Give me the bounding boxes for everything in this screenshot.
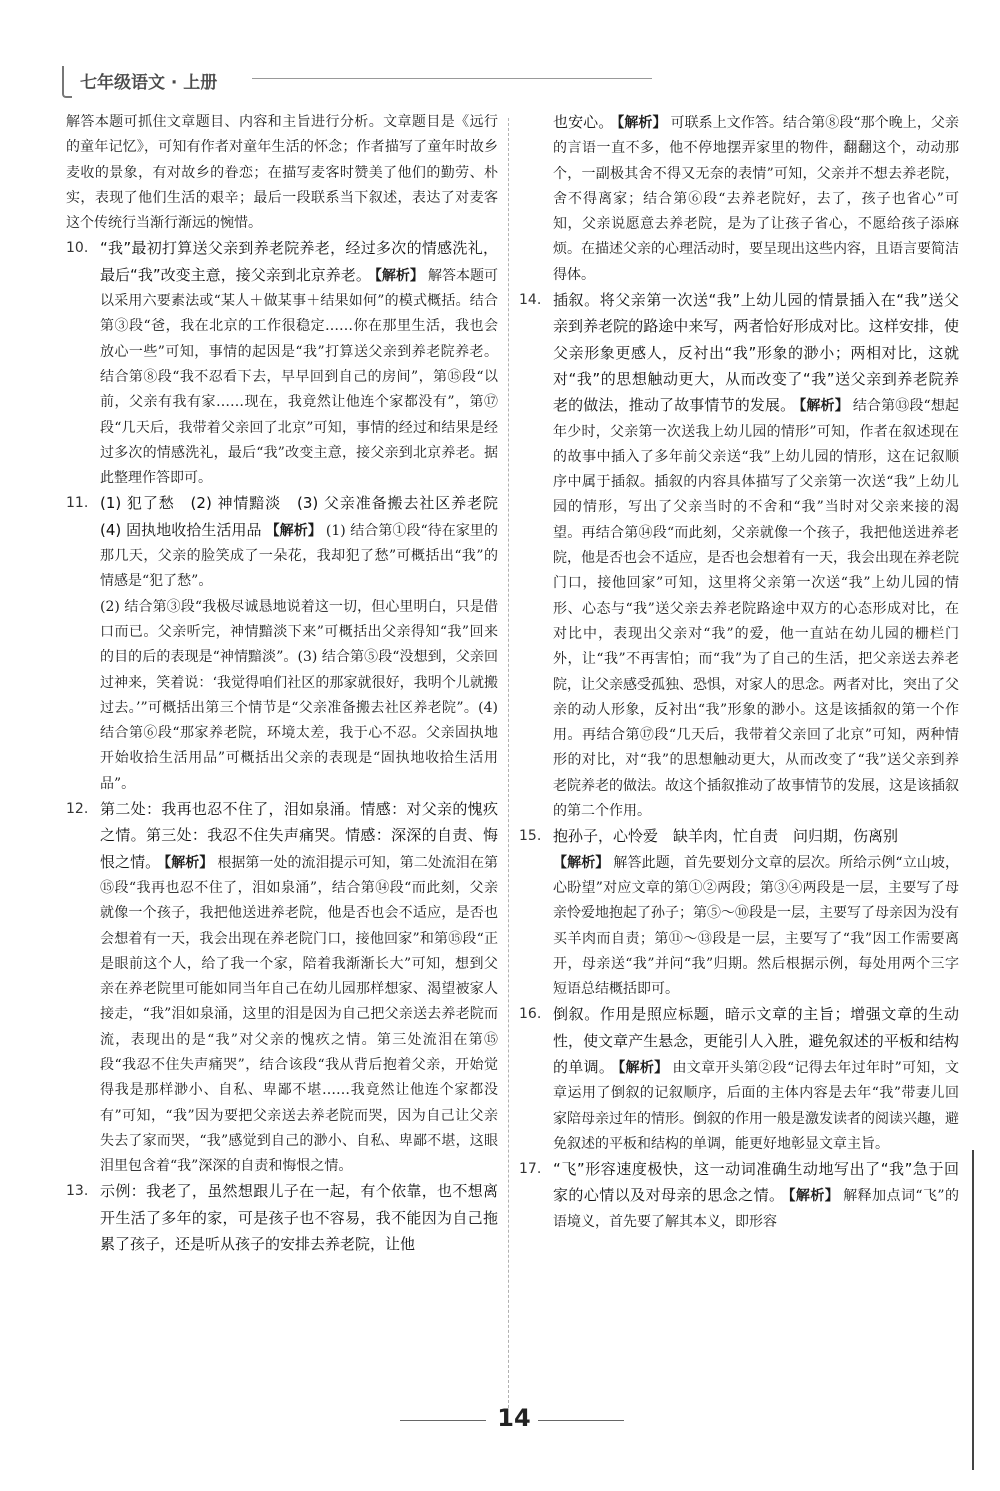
header-title: 七年级语文 · 上册	[80, 73, 218, 93]
answer-text: 第二处：我再也忍不住了，泪如泉涌。情感：对父亲的愧疚之情。第三处：我忍不住失声痛哭。情感：深深的自责、悔恨之情。	[100, 800, 498, 871]
answer-number: 11.	[66, 495, 89, 512]
analysis-text: 由文章开头第②段“记得去年过年时”可知，文章运用了倒叙的记叙顺序，后面的主体内容是去年“我”带妻儿回家陪母亲过年的情形。倒叙的作用一般是激发读者的阅读兴趣，避免叙述的平板和结构的单调，能更好地彰显文章主旨。	[553, 1059, 959, 1152]
header-bracket	[62, 66, 72, 98]
answer-text: “飞”形容速度极快，这一动词准确生动地写出了“我”急于回家的心情以及对母亲的思念之情。	[553, 1160, 959, 1205]
footer-rule-right	[538, 1420, 624, 1421]
answer-16	[519, 1002, 959, 1157]
answer-13	[66, 1179, 498, 1258]
analysis-text: 解答本题可以采用六要素法或“某人＋做某事＋结果如何”的模式概括。结合第③段“爸，我在北京的工作很稳定……你在那里生活，我也会放心一些”可知，事情的起因是“我”打算送父亲到养老院养老。结合第⑧段“我不忍看下去，早早回到自己的房间”，第⑮段“以前，父亲有我有家……现在，我竟然让他连个家都没有”，第⑰段“几天后，我带着父亲回了北京”可知，事情的经过和结果是经过多次的情感洗礼，最后“我”改变主意，接父亲到北京养老。据此整理作答即可。	[100, 267, 499, 487]
page-footer	[0, 1400, 1000, 1440]
answer-text: 示例：我老了，虽然想跟儿子在一起，有个依靠，也不想离开生活了多年的家，可是孩子也不容易，我不能因为自己拖累了孩子，还是听从孩子的安排去养老院，让他	[100, 1182, 498, 1254]
analysis-tag: 【解析】	[617, 115, 667, 131]
page-number: 14	[497, 1404, 531, 1432]
answer-text: 抱孙子，心怜爱 缺羊肉，忙自责 问归期，伤离别	[553, 827, 899, 846]
analysis-tag: 【解析】	[553, 854, 610, 871]
answer-number: 13.	[66, 1183, 89, 1200]
analysis-text: 根据第一处的流泪提示可知，第二处流泪在第⑮段“我再也忍不住了，泪如泉涌”，结合第⑭段“而此刻，父亲就像一个孩子，我把他送进养老院，他是否也会不适应，是否也会想着有一天，我会出现在养老院门口，接他回家”和第⑮段“正是眼前这个人，给了我一个家，陪着我渐渐长大”可知，想到父亲在养老院里可能如同当年自己在幼儿园那样想家、渴望被家人接走，“我”泪如泉涌，这里的泪是因为自己把父亲送去养老院而流，表现出的是“我”对父亲的愧疚之情。第三处流泪在第⑮段“我忍不住失声痛哭”，结合该段“我从背后抱着父亲，开始觉得我是那样渺小、自私、卑鄙不堪……我竟然让他连个家都没有”可知，“我”因为要把父亲送去养老院而哭，因为自己让父亲失去了家而哭，“我”感觉到自己的渺小、自私、卑鄙不堪，这眼泪里包含着“我”深深的自责和悔恨之情。	[100, 854, 499, 1175]
column-divider	[508, 118, 509, 1408]
left-column	[66, 110, 514, 1258]
q9-analysis-continued: 解答本题可抓住文章题目、内容和主旨进行分析。文章题目是《远行的童年记忆》，可知有作者对童年生活的怀念；作者描写了童年时故乡麦收的景象，有对故乡的眷恋；在描写麦客时赞美了他们的勤劳、朴实，表现了他们生活的艰辛；最后一段联系当下叙述，表达了对麦客这个传统行当渐行渐远的惋惜。	[66, 114, 498, 232]
answer-number: 12.	[66, 801, 89, 818]
analysis-text: 可联系上文作答。结合第⑧段“那个晚上，父亲的言语一直不多，他不停地摆弄家里的物件，翻翻这个，动动那个，一副极其舍不得又无奈的表情”可知，父亲并不想去养老院，舍不得离家；结合第⑥段“去养老院好，去了，孩子也省心”可知，父亲说愿意去养老院，是为了让孩子省心，不愿给孩子添麻烦。在描述父亲的心理活动时，要呈现出这些内容，且语言要简洁得体。	[553, 115, 959, 283]
answer-number: 17.	[519, 1161, 542, 1178]
analysis-tag: 【解析】	[799, 398, 849, 415]
answer-text: 插叙。将父亲第一次送“我”上幼儿园的情景插入在“我”送父亲到养老院的路途中来写，两者恰好形成对比。这样安排，使父亲形象更感人，反衬出“我”形象的渺小；两相对比，这就对“我”的思想触动更大，从而改变了“我”送父亲到养老院养老的做法，推动了故事情节的发展。	[553, 291, 959, 415]
analysis-tag: 【解析】	[618, 1059, 669, 1076]
footer-rule-left	[400, 1420, 486, 1421]
analysis-text: 解释加点词“飞”的语境义，首先要了解其本义，即形容	[553, 1188, 959, 1230]
answer-13-continued	[519, 110, 959, 288]
answer-number: 14.	[519, 292, 542, 309]
answer-number: 10.	[66, 240, 89, 257]
header-rule	[252, 78, 652, 79]
analysis-text: 解答此题，首先要划分文章的层次。所给示例“立山坡，心盼望”对应文章的第①②两段；第③④两段是一层，主要写了母亲怜爱地抱起了孙子；第⑤～⑩段是一层，主要写了母亲因为没有买羊肉而自责；第⑪～⑬段是一层，主要写了“我”因工作需要离开，母亲送“我”并问“我”归期。然后根据示例，每处用两个三字短语总结概括即可。	[553, 854, 959, 998]
answer-text: 倒叙。作用是照应标题，暗示文章的主旨；增强文章的生动性，使文章产生悬念，更能引人入胜，避免叙述的平板和结构的单调。	[553, 1005, 959, 1076]
analysis-tag: 【解析】	[265, 522, 322, 539]
analysis-tag: 【解析】	[164, 854, 214, 871]
answer-15	[519, 824, 959, 1002]
analysis-tag: 【解析】	[788, 1188, 840, 1205]
answer-10	[66, 236, 498, 491]
answer-number: 16.	[519, 1006, 542, 1023]
answer-14	[519, 288, 959, 824]
analysis-text: (1) 结合第①段“待在家里的那几天，父亲的脸笑成了一朵花，我却犯了愁”可概括出“我”的情感是“犯了愁”。	[100, 522, 498, 590]
answer-17	[519, 1157, 959, 1235]
answer-12	[66, 797, 498, 1179]
analysis-tag: 【解析】	[374, 267, 424, 284]
page-edge-line	[972, 1150, 974, 1470]
answer-text: 也安心。	[553, 113, 614, 131]
analysis-text-continued: (2) 结合第③段“我极尽诚恳地说着这一切，但心里明白，只是借口而已。父亲听完，神情黯淡下来”可概括出父亲得知“我”回来的目的后的表现是“神情黯淡”。(3) 结合第⑤段“没想到，父亲回过神来，笑着说：‘我觉得咱们社区的那家就很好，我明个儿就搬过去。’”可概括出第三个情节是“父亲准备搬去社区养老院”。(4) 结合第⑥段“那家养老院，环境太差，我于心不忍。父亲固执地开始收拾生活用品”可概括出父亲的表现是“固执地收拾生活用品”。	[100, 598, 498, 792]
right-column	[519, 110, 959, 1235]
analysis-text: 结合第⑬段“想起年少时，父亲第一次送我上幼儿园的情形”可知，作者在叙述现在的故事中插入了多年前父亲送“我”上幼儿园的情形，这在记叙顺序中属于插叙。插叙的内容具体描写了父亲第一次送“我”上幼儿园的情形，写出了父亲当时的不舍和“我”当时对父亲来接的渴望。再结合第⑭段“而此刻，父亲就像一个孩子，我把他送进养老院，他是否也会不适应，是否也会想着有一天，我会出现在养老院门口，接他回家”可知，这里将父亲第一次送“我”上幼儿园的情形、心态与“我”送父亲去养老院路途中双方的心态形成对比，在对比中，表现出父亲对“我”的爱，他一直站在幼儿园的栅栏门外，让“我”不再害怕；而“我”为了自己的生活，把父亲送去养老院，让父亲感受孤独、恐惧，对家人的思念。两者对比，突出了父亲的动人形象，反衬出“我”形象的渺小。这是该插叙的第一个作用。再结合第⑰段“几天后，我带着父亲回了北京”可知，两种情形的对比，对“我”的思想触动更大，从而改变了“我”送父亲到养老院养老的做法。故这个插叙推动了故事情节的发展，这是该插叙的第二个作用。	[553, 398, 959, 820]
answer-11	[66, 491, 514, 797]
answer-text: (1) 犯了愁 (2) 神情黯淡 (3) 父亲准备搬去社区养老院 (4) 固执地收拾生活用品	[100, 494, 514, 539]
answer-number: 15.	[519, 828, 542, 845]
page-header	[62, 62, 652, 96]
answer-text: “我”最初打算送父亲到养老院养老，经过多次的情感洗礼，最后“我”改变主意，接父亲到北京养老。	[100, 239, 498, 284]
